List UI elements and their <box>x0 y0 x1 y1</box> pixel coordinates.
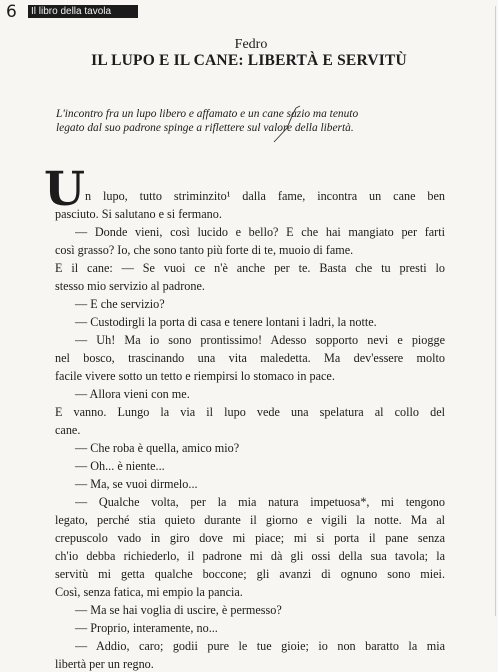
drop-cap: U <box>44 162 85 217</box>
story-line: ch'io debba richiederlo, il padrone mi dà gli ossi della sua tavola; la <box>55 549 445 563</box>
story-line: — Uh! Ma io sono prontissimo! Adesso sopporto nevi e piogge <box>75 333 445 347</box>
story-line: — Ma, se vuoi dirmelo... <box>75 477 198 491</box>
story-line: legato, perché stia quieto durante il giorno e vigili la notte. Ma al <box>55 513 445 527</box>
story-line: pasciuto. Si salutano e si fermano. <box>55 207 222 221</box>
story-title: IL LUPO E IL CANE: LIBERTÀ E SERVITÙ <box>91 52 407 69</box>
story-line: — Ma se hai voglia di uscire, è permesso? <box>75 603 282 617</box>
story-line: — Qualche volta, per la mia natura impetuosa*, mi tengono <box>75 495 445 509</box>
story-line: n lupo, tutto striminzito¹ dalla fame, incontra un cane ben <box>85 189 445 203</box>
story-line: cane. <box>55 423 81 437</box>
running-head-title: Il libro della tavola <box>28 5 138 18</box>
author-name: Fedro <box>234 37 268 52</box>
story-line: — Custodirgli la porta di casa e tenere lontani i ladri, la notte. <box>75 315 377 329</box>
story-line: libertà per un regno. <box>55 657 154 671</box>
story-line: Così, senza fatica, mi empio la pancia. <box>55 585 243 599</box>
story-line: stesso mio servizio al padrone. <box>55 279 205 293</box>
story-line: servitù mi getta qualche boccone; gli avanzi di ognuno sono miei. <box>55 567 445 581</box>
story-line: crepuscolo vado in giro dove mi piace; mi si porta il pane senza <box>55 531 445 545</box>
story-line: — E che servizio? <box>75 297 165 311</box>
story-line: E vanno. Lungo la via il lupo vede una spelatura al collo del <box>55 405 445 419</box>
page-edge <box>495 6 496 616</box>
story-line: — Che roba è quella, amico mio? <box>75 441 240 455</box>
story-line: — Addio, caro; godii pure le tue gioie; io non baratto la mia <box>75 639 445 653</box>
page-number: 6 <box>6 2 17 22</box>
story-line: E il cane: — Se vuoi ce n'è anche per te. Basta che tu presti lo <box>55 261 445 275</box>
story-line: nel bosco, trascinando una vita maledetta. Ma dev'essere molto <box>55 351 445 365</box>
story-line: — Allora vieni con me. <box>75 387 190 401</box>
running-header <box>0 0 498 24</box>
intro-paragraph <box>56 107 444 135</box>
story-line: — Proprio, interamente, no... <box>75 621 218 635</box>
story-line: così grasso? Io, che sono tanto più forte di te, muoio di fame. <box>55 243 354 257</box>
story-line: — Oh... è niente... <box>75 459 165 473</box>
intro-line: legato dal suo padrone spinge a riflettere sul valore della libertà. <box>56 122 354 134</box>
story-line: facile vivere sotto un tetto e riempirsi lo stomaco in pace. <box>55 369 335 383</box>
intro-line: L'incontro fra un lupo libero e affamato e un cane sazio ma tenuto <box>56 108 359 120</box>
story-line: — Donde vieni, così lucido e bello? E che hai mangiato per farti <box>75 225 445 239</box>
